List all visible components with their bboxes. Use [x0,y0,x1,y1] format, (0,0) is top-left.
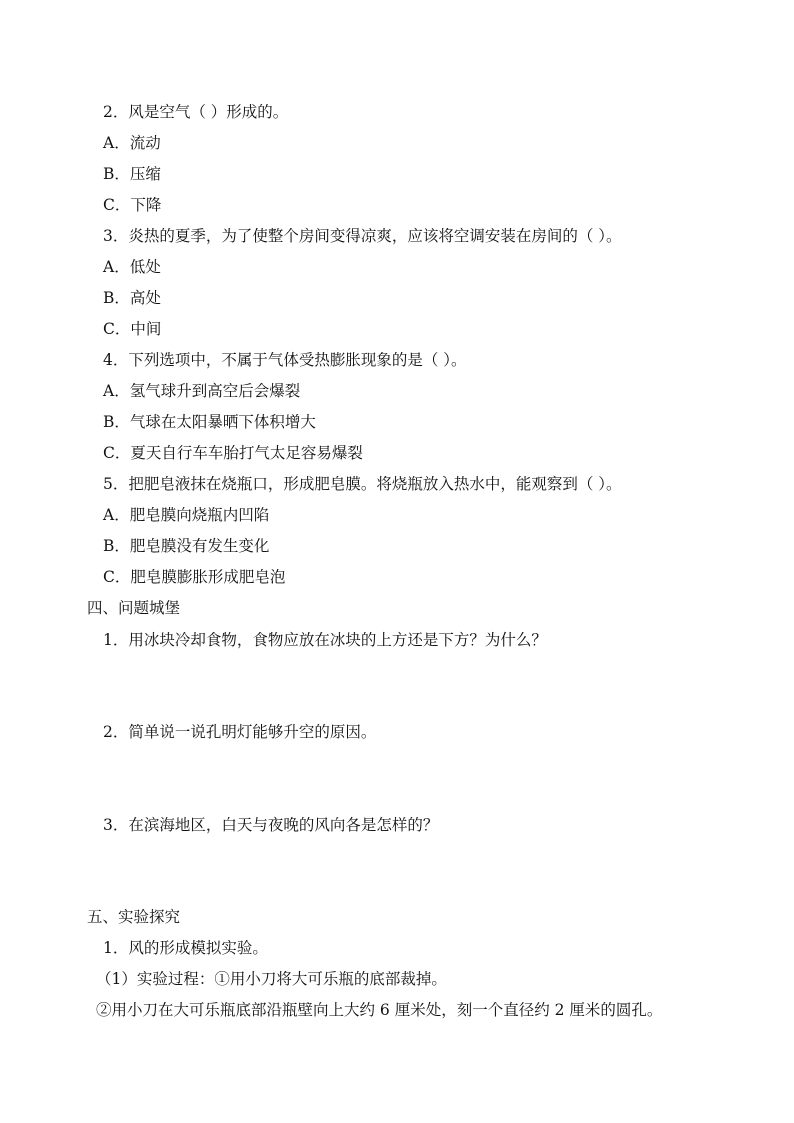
question-5-option-c: C．肥皂膜膨胀形成肥皂泡 [103,568,286,586]
question-4-option-a: A．氢气球升到高空后会爆裂 [103,382,301,400]
question-3-option-b: B．高处 [103,289,161,307]
section-4-question-1: 1．用冰块冷却食物，食物应放在冰块的上方还是下方？为什么？ [103,631,547,649]
section-4-question-3: 3．在滨海地区，白天与夜晚的风向各是怎样的？ [103,816,439,834]
question-2-stem: 2．风是空气（ ）形成的。 [103,103,289,121]
question-3-option-c: C．中间 [103,320,162,338]
question-5-option-b: B．肥皂膜没有发生变化 [103,537,270,555]
question-4-option-c: C．夏天自行车车胎打气太足容易爆裂 [103,444,363,462]
question-2-option-c: C．下降 [103,196,162,214]
section-5-item-1: 1．风的形成模拟实验。 [103,939,268,957]
section-4-question-2: 2．简单说一说孔明灯能够升空的原因。 [103,723,377,741]
question-4-stem: 4．下列选项中，不属于气体受热膨胀现象的是（ ）。 [103,351,467,369]
question-3-option-a: A．低处 [103,258,161,276]
section-4-title: 四、问题城堡 [87,599,181,617]
question-5-stem: 5．把肥皂液抹在烧瓶口，形成肥皂膜。将烧瓶放入热水中，能观察到（ ）。 [103,475,622,493]
question-5-option-a: A．肥皂膜向烧瓶内凹陷 [103,506,270,524]
question-2-option-a: A．流动 [103,134,161,152]
question-3-stem: 3．炎热的夏季，为了使整个房间变得凉爽，应该将空调安装在房间的（ ）。 [103,227,622,245]
question-4-option-b: B．气球在太阳暴晒下体积增大 [103,413,316,431]
section-5-step-1: （1）实验过程：①用小刀将大可乐瓶的底部裁掉。 [96,970,447,988]
section-5-title: 五、实验探究 [87,908,181,926]
question-2-option-b: B．压缩 [103,165,161,183]
section-5-step-2: ②用小刀在大可乐瓶底部沿瓶壁向上大约 6 厘米处，刻一个直径约 2 厘米的圆孔。 [96,1001,663,1019]
